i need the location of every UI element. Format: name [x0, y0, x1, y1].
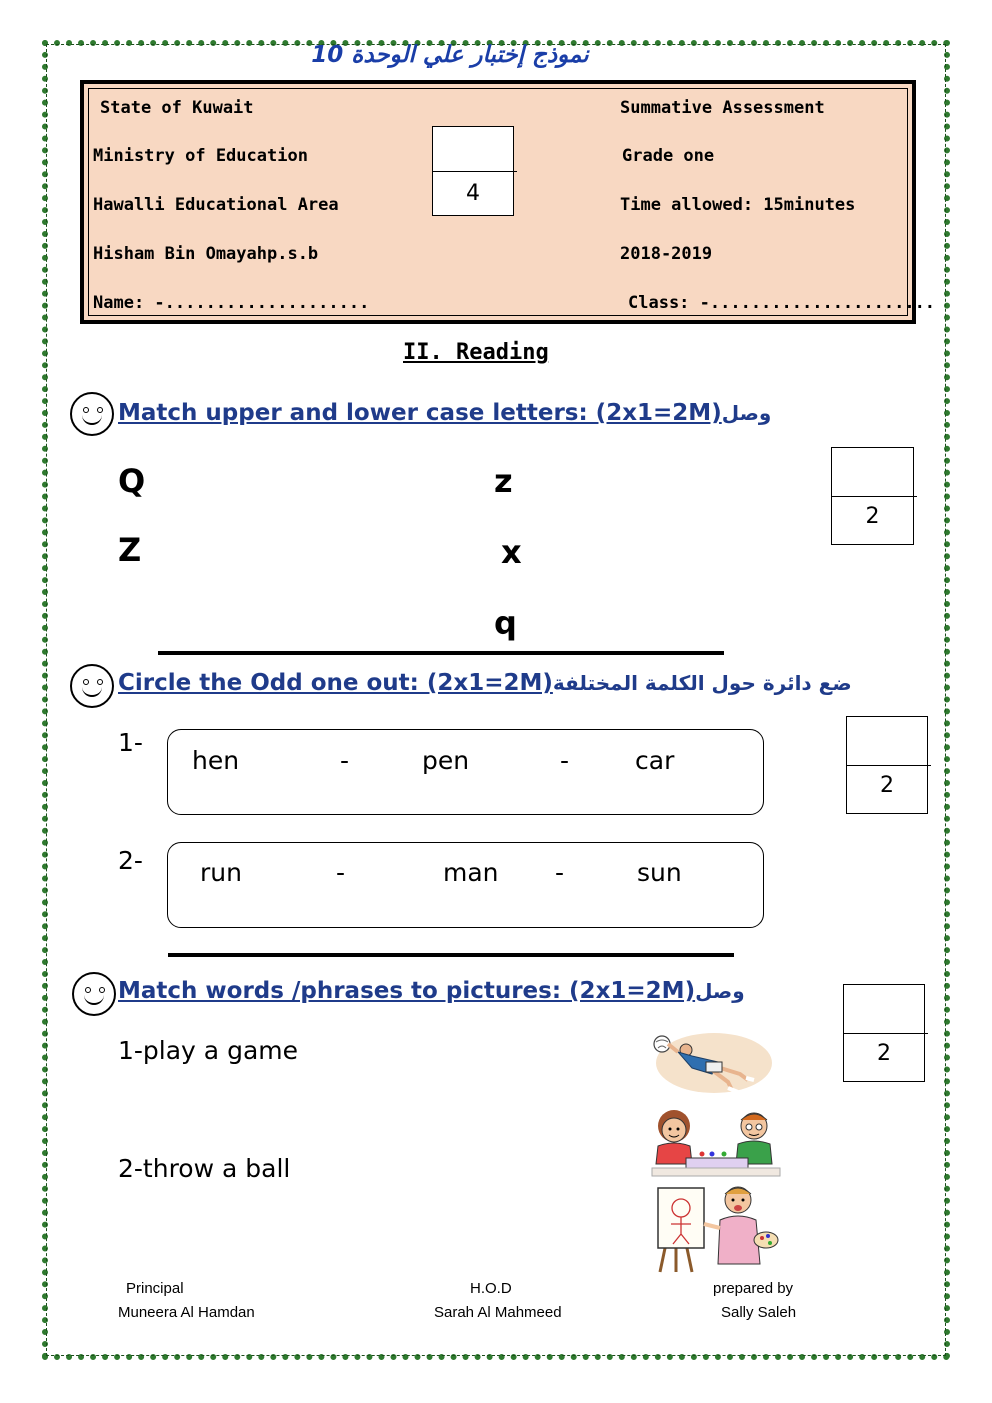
q2-row1-number: 1-: [118, 728, 143, 757]
q2-arabic: ضع دائرة حول الكلمة المختلفة: [552, 671, 852, 695]
principal-label: Principal: [126, 1280, 184, 1297]
divider: [168, 953, 734, 957]
divider: [158, 651, 724, 655]
odd-word[interactable]: hen: [192, 746, 240, 775]
arabic-page-title: نموذج إختبار علي الوحدة 10: [311, 42, 589, 68]
q3-arabic: وصل: [695, 979, 745, 1003]
header-assessment: Summative Assessment: [620, 98, 825, 118]
q2-score: 2: [880, 773, 894, 798]
q2-row2-box: [167, 842, 764, 928]
q1-score-box: [831, 447, 914, 545]
header-school: Hisham Bin Omayahp.s.b: [93, 244, 319, 264]
class-field[interactable]: Class: -......................: [628, 293, 936, 313]
q2-title: Circle the Odd one out: (2x1=2M): [118, 670, 553, 696]
q1-title: Match upper and lower case letters: (2x1=2M): [118, 400, 722, 426]
q1-arabic: وصل: [721, 401, 772, 425]
q3-title: Match words /phrases to pictures: (2x1=2M): [118, 978, 696, 1004]
odd-word[interactable]: man: [443, 858, 499, 887]
children-game-picture[interactable]: [646, 1104, 786, 1178]
lower-letter[interactable]: q: [494, 604, 517, 642]
separator: -: [340, 746, 350, 775]
header-grade: Grade one: [622, 146, 715, 166]
section-heading: II. Reading: [403, 340, 549, 365]
header-state: State of Kuwait: [100, 98, 254, 118]
handball-player-picture[interactable]: [648, 1030, 774, 1096]
upper-letter[interactable]: Z: [118, 531, 142, 569]
total-score: 4: [466, 181, 480, 206]
q3-score-box: [843, 984, 925, 1082]
odd-word[interactable]: sun: [637, 858, 682, 887]
separator: -: [560, 746, 570, 775]
header-ministry: Ministry of Education: [93, 146, 308, 166]
name-field[interactable]: Name: -....................: [93, 293, 370, 313]
header-area: Hawalli Educational Area: [93, 195, 339, 215]
smiley-icon: [72, 972, 116, 1016]
q3-score: 2: [877, 1041, 891, 1066]
header-box: [80, 80, 936, 324]
q2-row1-box: [167, 729, 764, 815]
q1-heading: [118, 400, 771, 426]
hod-label: H.O.D: [470, 1280, 512, 1297]
prepared-label: prepared by: [713, 1280, 794, 1297]
header-year: 2018-2019: [620, 244, 713, 264]
separator: -: [555, 858, 565, 887]
odd-word[interactable]: pen: [422, 746, 470, 775]
q2-score-box: [846, 716, 928, 814]
upper-letter[interactable]: Q: [118, 462, 146, 500]
header-time: Time allowed: 15minutes: [620, 195, 856, 215]
lower-letter[interactable]: x: [501, 533, 522, 571]
phrase-item[interactable]: 1-play a game: [118, 1036, 298, 1065]
smiley-icon: [70, 392, 114, 436]
lower-letter[interactable]: z: [494, 462, 513, 500]
q2-heading: [118, 670, 852, 696]
phrase-item[interactable]: 2-throw a ball: [118, 1154, 291, 1183]
painter-picture[interactable]: [654, 1180, 780, 1274]
separator: -: [336, 858, 346, 887]
odd-word[interactable]: car: [635, 746, 675, 775]
total-score-box: [432, 126, 514, 216]
principal-name: Muneera Al Hamdan: [118, 1304, 255, 1321]
q3-heading: [118, 978, 745, 1004]
smiley-icon: [70, 664, 114, 708]
prepared-name: Sally Saleh: [721, 1304, 797, 1321]
q2-row2-number: 2-: [118, 846, 143, 875]
odd-word[interactable]: run: [200, 858, 242, 887]
hod-name: Sarah Al Mahmeed: [434, 1304, 562, 1321]
q1-score: 2: [865, 504, 880, 529]
